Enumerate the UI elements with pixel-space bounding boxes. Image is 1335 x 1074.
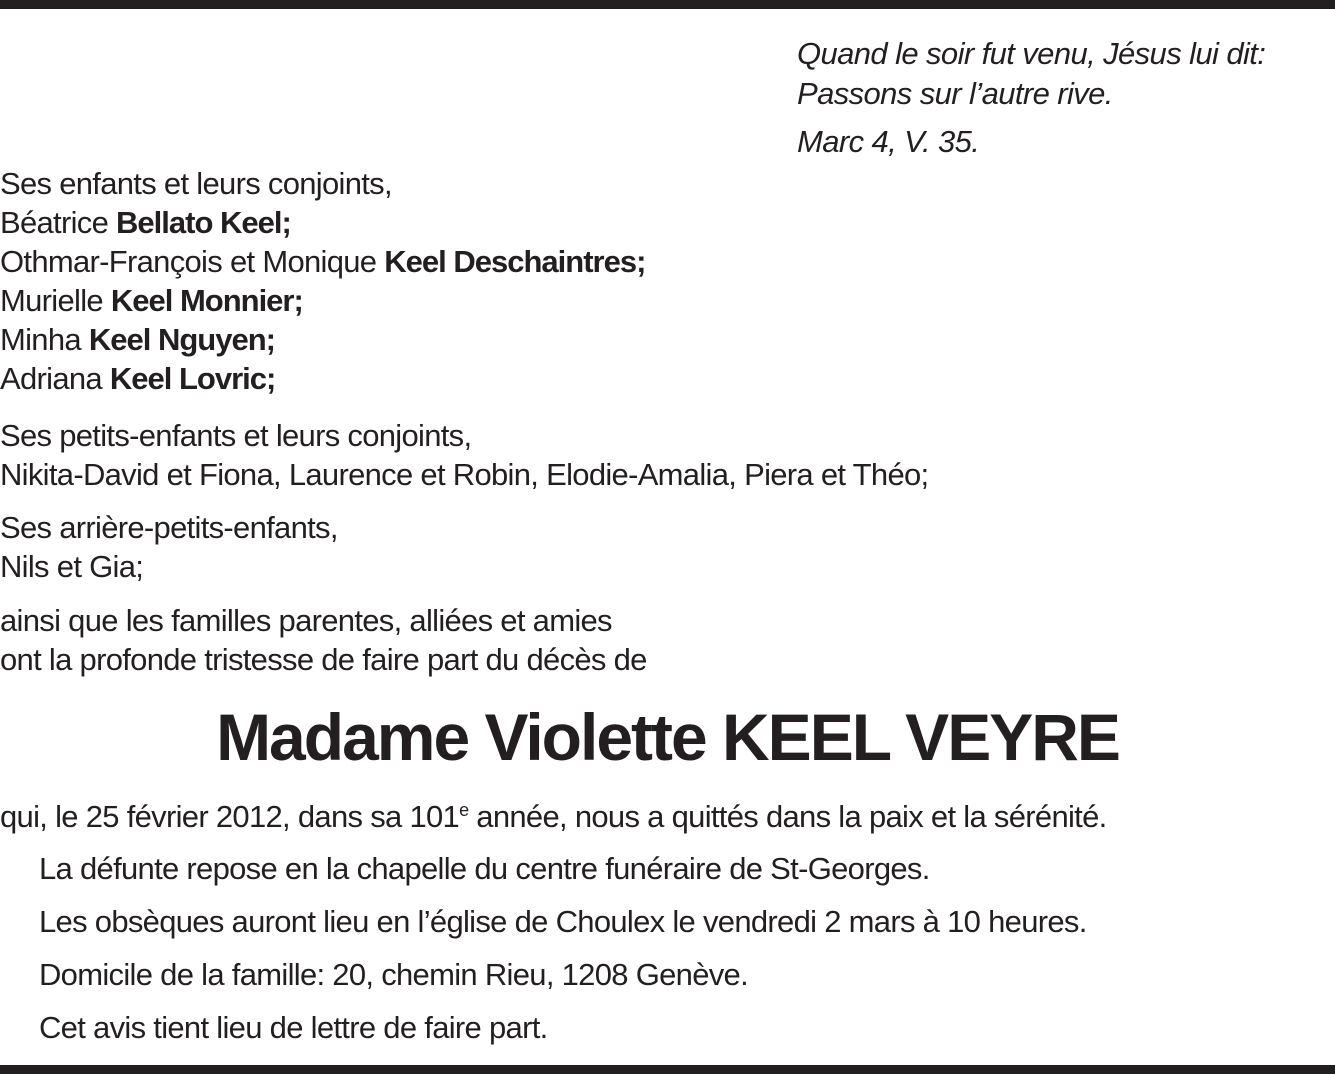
ordinal-suffix: e bbox=[459, 800, 469, 820]
notice-text: Cet avis tient lieu de lettre de faire part. bbox=[39, 1010, 548, 1045]
grandchildren-names: Nikita-David et Fiona, Laurence et Robin, Elodie-Amalia, Piera et Théo; bbox=[0, 457, 929, 492]
grandchildren-intro: Ses petits-enfants et leurs conjoints, bbox=[0, 418, 472, 453]
child-first-names: Murielle bbox=[0, 283, 111, 318]
repose-info: La défunte repose en la chapelle du centre funéraire de St-Georges. bbox=[39, 851, 930, 886]
death-statement bbox=[0, 797, 1107, 836]
child-entry bbox=[0, 242, 645, 281]
great-grandchildren-names: Nils et Gia; bbox=[0, 549, 144, 584]
children-intro: Ses enfants et leurs conjoints, bbox=[0, 166, 392, 201]
child-family-name: Keel Monnier; bbox=[110, 283, 303, 318]
deceased-name: Madame Violette KEEL VEYRE bbox=[216, 700, 1119, 774]
quote-line-1: Quand le soir fut venu, Jésus lui dit: bbox=[797, 36, 1266, 71]
death-statement-end: année, nous a quittés dans la paix et la sérénité. bbox=[468, 799, 1107, 834]
children-section bbox=[0, 164, 645, 398]
child-entry bbox=[0, 281, 645, 320]
families-line-1: ainsi que les familles parentes, alliées et amies bbox=[0, 603, 612, 638]
grandchildren-section bbox=[0, 416, 928, 494]
top-border-rule bbox=[0, 0, 1335, 9]
quote-reference: Marc 4, V. 35. bbox=[797, 124, 980, 159]
child-entry bbox=[0, 320, 645, 359]
child-first-names: Othmar-François et Monique bbox=[0, 244, 385, 279]
quote-line-2: Passons sur l’autre rive. bbox=[797, 76, 1113, 111]
child-first-names: Minha bbox=[0, 322, 89, 357]
child-entry bbox=[0, 203, 645, 242]
funeral-info: Les obsèques auront lieu en l’église de Choulex le vendredi 2 mars à 10 heures. bbox=[39, 904, 1087, 939]
great-grandchildren-intro: Ses arrière-petits-enfants, bbox=[0, 510, 338, 545]
child-family-name: Keel Deschaintres; bbox=[384, 244, 646, 279]
families-section bbox=[0, 601, 647, 679]
bible-quote bbox=[797, 34, 1335, 162]
families-line-2: ont la profonde tristesse de faire part du décès de bbox=[0, 642, 647, 677]
child-entry bbox=[0, 359, 645, 398]
child-first-names: Adriana bbox=[0, 361, 110, 396]
death-statement-start: qui, le 25 février 2012, dans sa 101 bbox=[0, 799, 460, 834]
child-family-name: Bellato Keel; bbox=[116, 205, 291, 240]
bottom-border-rule bbox=[0, 1065, 1335, 1074]
child-family-name: Keel Lovric; bbox=[109, 361, 276, 396]
great-grandchildren-section bbox=[0, 508, 338, 586]
family-address: Domicile de la famille: 20, chemin Rieu, 1208 Genève. bbox=[39, 957, 749, 992]
child-family-name: Keel Nguyen; bbox=[88, 322, 275, 357]
child-first-names: Béatrice bbox=[0, 205, 117, 240]
